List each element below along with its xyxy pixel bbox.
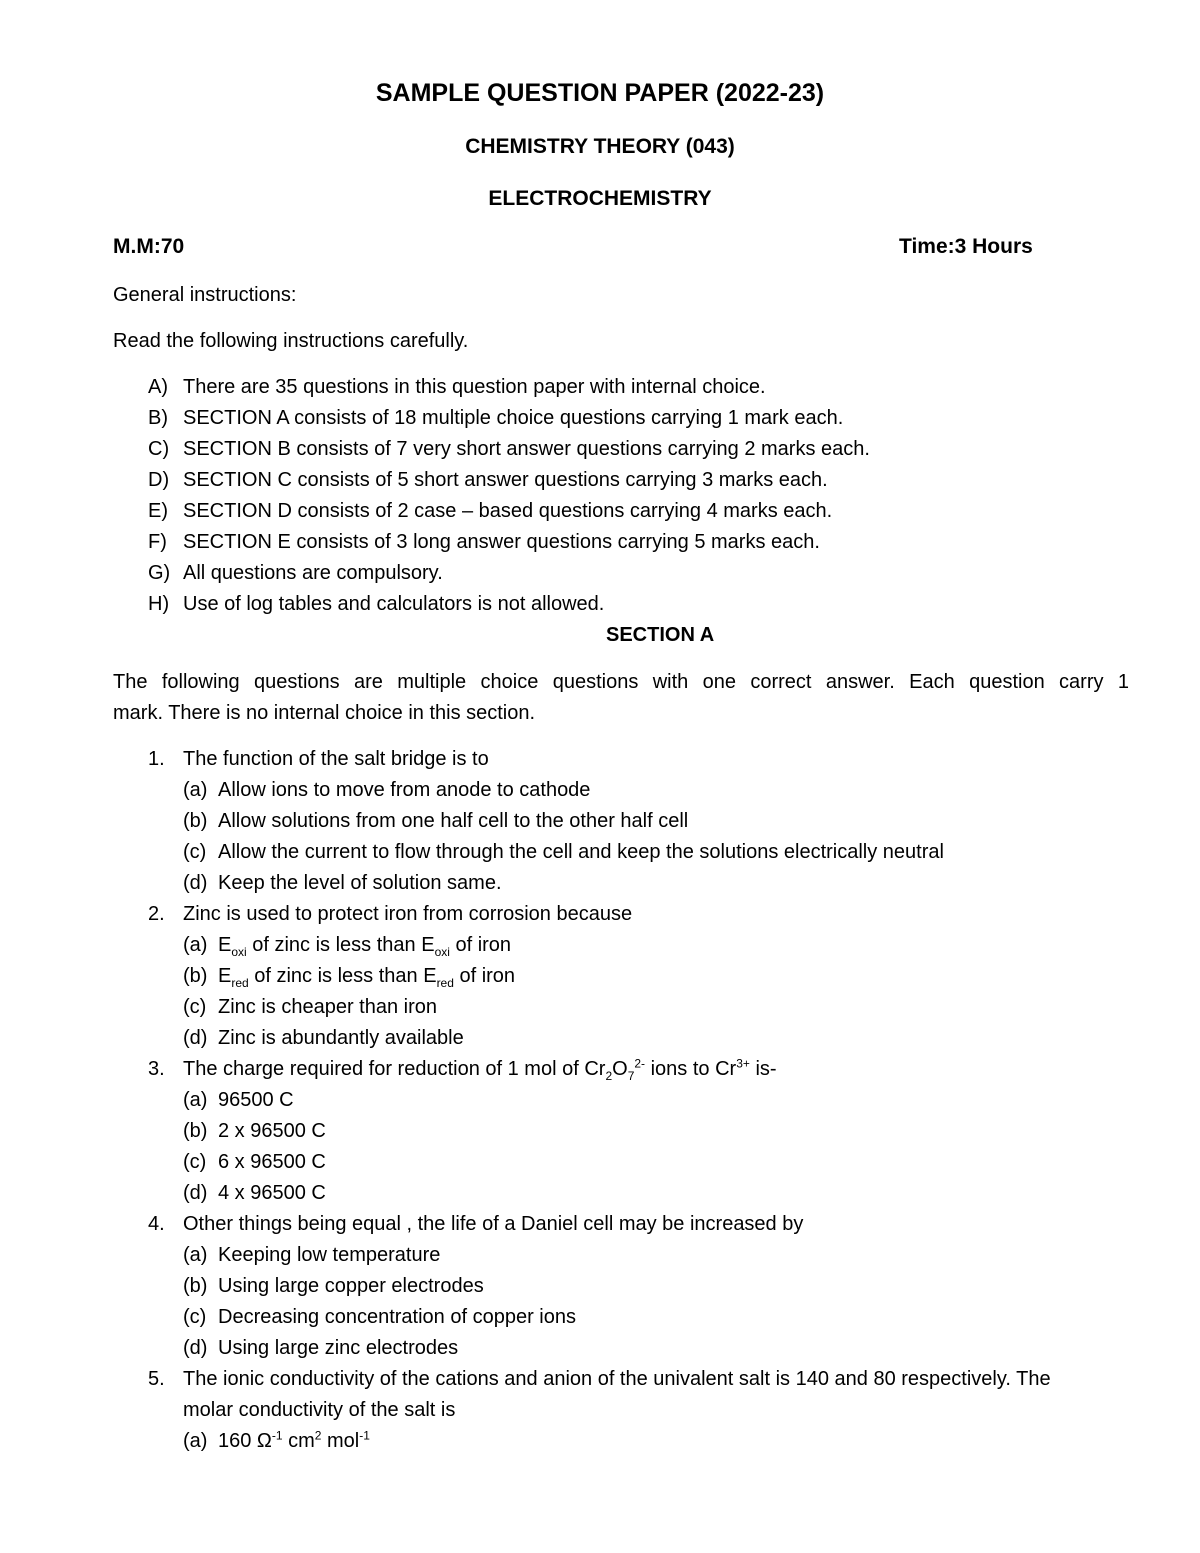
option-label: (d) [183,872,208,894]
instruction-label: B) [148,407,168,429]
option-label: (b) [183,810,208,832]
question-number: 1. [148,748,165,770]
question-text-line1: The ionic conductivity of the cations and anion of the univalent salt is 140 and 80 respectively. The [183,1368,1051,1390]
option-label: (b) [183,965,208,987]
option-label: (c) [183,996,207,1018]
option-text: 96500 C [218,1089,294,1111]
option-text: Using large zinc electrodes [218,1337,459,1359]
option-label: (a) [183,1244,208,1266]
instruction-text: SECTION A consists of 18 multiple choice questions carrying 1 mark each. [183,407,844,429]
option-text: 160 $\Omega^{-1}$ $cm^2$ mol$^{-1}$ [218,1428,370,1452]
instruction-label: C) [148,438,170,460]
option-text: Zinc is abundantly available [218,1027,464,1049]
option-label: (a) [183,1430,208,1452]
option-text: 6 x 96500 C [218,1151,326,1173]
instruction-text: SECTION E consists of 3 long answer questions carrying 5 marks each. [183,531,820,553]
option-text: Decreasing concentration of copper ions [218,1306,576,1328]
instruction-text: Use of log tables and calculators is not allowed. [183,593,605,615]
instruction-text: All questions are compulsory. [183,562,443,584]
question-text: The charge required for reduction of 1 mol of $Cr_2O_7^{2-}$ ions to $Cr^{3+}$ is- [183,1056,777,1083]
instructions-heading: General instructions: [113,284,297,306]
option-label: (c) [183,1151,207,1173]
max-marks: M.M:70 [113,235,185,258]
option-text: Zinc is cheaper than iron [218,996,438,1018]
option-label: (a) [183,779,208,801]
option-text: 2 x 96500 C [218,1120,326,1142]
option-label: (c) [183,1306,207,1328]
section-a-title: SECTION A [606,624,715,646]
instruction-text: SECTION D consists of 2 case – based questions carrying 4 marks each. [183,500,833,522]
option-text: Using large copper electrodes [218,1275,484,1297]
question-text-line2: molar conductivity of the salt is [183,1399,456,1421]
instruction-label: E) [148,500,168,522]
question-text: Other things being equal , the life of a Daniel cell may be increased by [183,1213,804,1235]
instruction-label: H) [148,593,170,615]
option-text: 4 x 96500 C [218,1182,326,1204]
option-label: (a) [183,934,208,956]
option-label: (b) [183,1275,208,1297]
option-label: (d) [183,1027,208,1049]
question-number: 2. [148,903,165,925]
option-text: $E_{oxi}$ of zinc is less than $E_{oxi}$ of iron [218,934,512,959]
instruction-text: SECTION B consists of 7 very short answer questions carrying 2 marks each. [183,438,870,460]
option-label: (c) [183,841,207,863]
time-allowed: Time:3 Hours [899,235,1033,258]
instruction-label: F) [148,531,167,553]
option-text: Keeping low temperature [218,1244,441,1266]
question-text: The function of the salt bridge is to [183,748,489,770]
option-text: Keep the level of solution same. [218,872,502,894]
question-text: Zinc is used to protect iron from corrosion because [183,903,633,925]
instruction-label: G) [148,562,171,584]
chapter-title: ELECTROCHEMISTRY [488,187,712,210]
question-number: 3. [148,1058,165,1080]
option-text: $E_{red}$ of zinc is less than $E_{red}$ of iron [218,965,516,990]
option-text: Allow the current to flow through the cell and keep the solutions electrically neutral [218,841,944,863]
subject-title: CHEMISTRY THEORY (043) [465,135,735,158]
instruction-text: SECTION C consists of 5 short answer questions carrying 3 marks each. [183,469,828,491]
instructions-intro: Read the following instructions carefully. [113,330,469,352]
instruction-label: D) [148,469,170,491]
paper-title: SAMPLE QUESTION PAPER (2022-23) [375,79,825,107]
instruction-label: A) [148,376,168,398]
question-number: 5. [148,1368,165,1390]
option-label: (d) [183,1337,208,1359]
option-label: (a) [183,1089,208,1111]
section-a-intro-line1: The following questions are multiple choice questions with one correct answer. Each question carry 1 [113,671,1129,693]
option-label: (d) [183,1182,208,1204]
option-text: Allow solutions from one half cell to the other half cell [218,810,689,832]
section-a-intro-line2: mark. There is no internal choice in this section. [113,702,536,724]
option-label: (b) [183,1120,208,1142]
option-text: Allow ions to move from anode to cathode [218,779,591,801]
instruction-text: There are 35 questions in this question paper with internal choice. [183,376,766,398]
question-number: 4. [148,1213,165,1235]
